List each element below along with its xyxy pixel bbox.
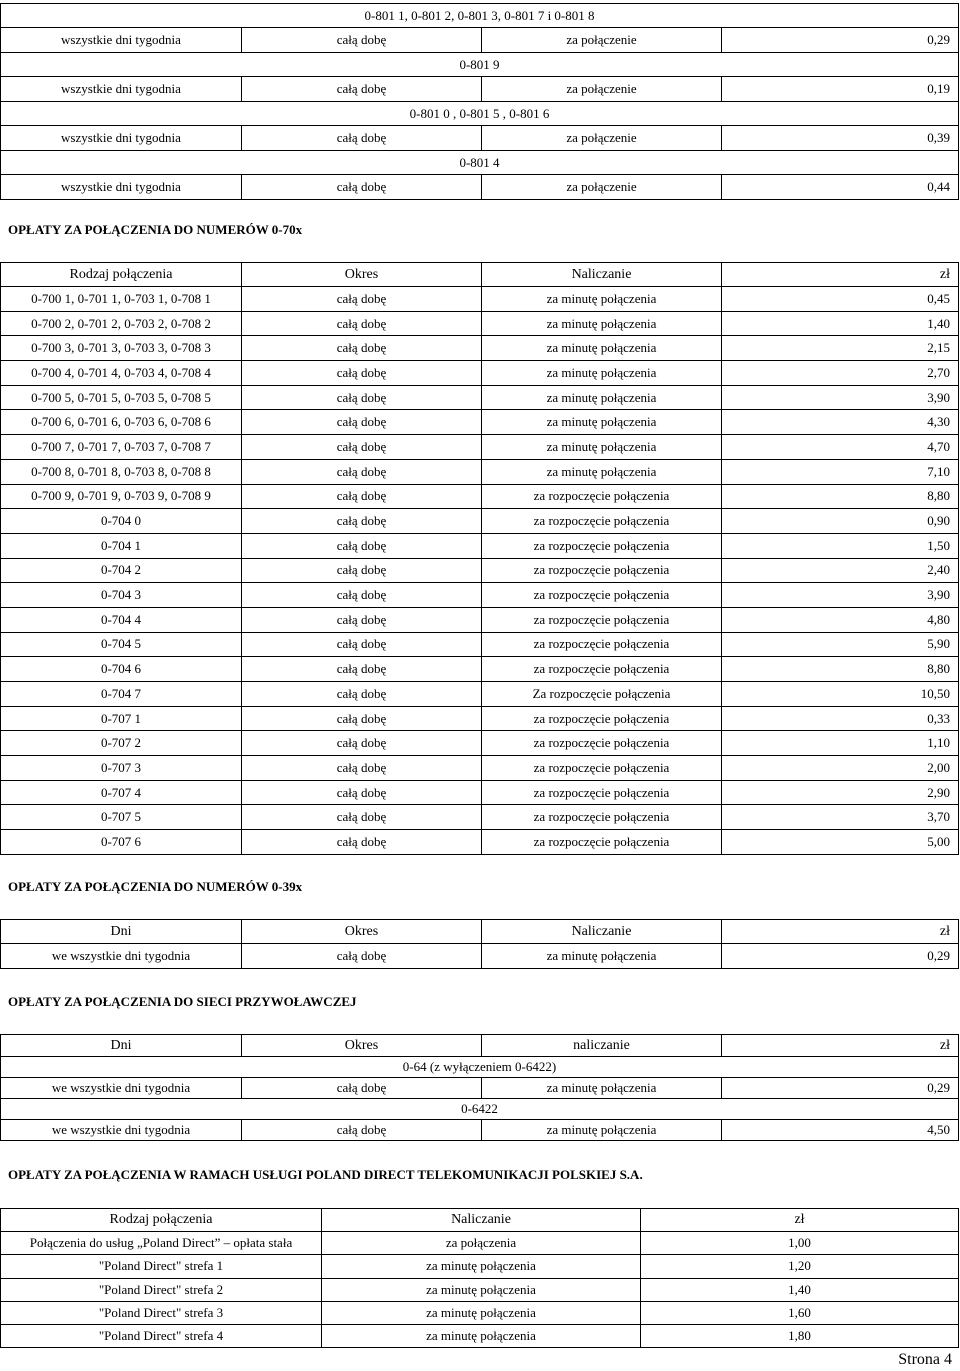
section-title-poland-direct: OPŁATY ZA POŁĄCZENIA W RAMACH USŁUGI POLAND DIRECT TELEKOMUNIKACJI POLSKIEJ S.A.: [8, 1167, 643, 1182]
days-cell: wszystkie dni tygodnia: [1, 175, 242, 200]
period-cell: całą dobę: [242, 509, 482, 534]
billing-cell: za minutę połączenia: [322, 1325, 641, 1348]
period-cell: całą dobę: [242, 175, 482, 200]
price-cell: 0,29: [722, 944, 959, 969]
price-cell: 2,00: [722, 756, 959, 781]
table-row: [1, 28, 959, 53]
price-cell: 1,60: [641, 1301, 959, 1324]
price-cell: 7,10: [722, 459, 959, 484]
section-title-pager: OPŁATY ZA POŁĄCZENIA DO SIECI PRZYWOŁAWCZEJ: [8, 994, 357, 1009]
table-row: [1, 1301, 959, 1324]
period-cell: całą dobę: [242, 311, 482, 336]
column-header: Okres: [242, 1035, 482, 1057]
column-header: Rodzaj połączenia: [1, 1209, 322, 1232]
type-cell: 0-700 2, 0-701 2, 0-703 2, 0-708 2: [1, 311, 242, 336]
period-cell: całą dobę: [242, 706, 482, 731]
group-codes-row: [1, 53, 959, 77]
header-row: [1, 1035, 959, 1057]
billing-cell: za rozpoczęcie połączenia: [482, 583, 722, 608]
price-cell: 0,45: [722, 287, 959, 312]
period-cell: całą dobę: [242, 459, 482, 484]
table-row: [1, 1232, 959, 1255]
price-cell: 2,90: [722, 780, 959, 805]
billing-cell: za połączenia: [322, 1232, 641, 1255]
table-row: [1, 533, 959, 558]
table-pager: [0, 1034, 959, 1141]
column-header: Okres: [242, 263, 482, 287]
price-cell: 4,30: [722, 410, 959, 435]
table-row: [1, 632, 959, 657]
column-header: Okres: [242, 920, 482, 944]
period-cell: całą dobę: [242, 756, 482, 781]
price-cell: 5,00: [722, 830, 959, 855]
table-row: [1, 287, 959, 312]
table-row: [1, 830, 959, 855]
group-codes-row: [1, 102, 959, 126]
price-cell: 3,90: [722, 385, 959, 410]
billing-cell: za minutę połączenia: [482, 385, 722, 410]
header-row: [1, 263, 959, 287]
table-39x: [0, 919, 959, 969]
price-cell: 4,80: [722, 607, 959, 632]
table-70x: [0, 262, 959, 855]
table-row: [1, 1120, 959, 1141]
days-cell: wszystkie dni tygodnia: [1, 28, 242, 53]
table-row: [1, 1325, 959, 1348]
table-row: [1, 706, 959, 731]
type-cell: 0-700 4, 0-701 4, 0-703 4, 0-708 4: [1, 361, 242, 386]
period-cell: całą dobę: [242, 632, 482, 657]
table-row: [1, 657, 959, 682]
billing-cell: za rozpoczęcie połączenia: [482, 509, 722, 534]
table-row: [1, 1255, 959, 1278]
table-row: [1, 126, 959, 151]
billing-cell: za minutę połączenia: [482, 410, 722, 435]
type-cell: 0-700 7, 0-701 7, 0-703 7, 0-708 7: [1, 435, 242, 460]
group-codes-row: [1, 4, 959, 28]
type-cell: "Poland Direct" strefa 4: [1, 1325, 322, 1348]
table-poland-direct: [0, 1208, 959, 1348]
price-cell: 1,20: [641, 1255, 959, 1278]
period-cell: całą dobę: [242, 336, 482, 361]
period-cell: całą dobę: [242, 77, 482, 102]
type-cell: "Poland Direct" strefa 1: [1, 1255, 322, 1278]
days-cell: wszystkie dni tygodnia: [1, 126, 242, 151]
price-cell: 0,33: [722, 706, 959, 731]
billing-cell: za rozpoczęcie połączenia: [482, 607, 722, 632]
group-codes-row: [1, 1099, 959, 1120]
period-cell: całą dobę: [242, 28, 482, 53]
table-row: [1, 175, 959, 200]
number-group: 0-801 0 , 0-801 5 , 0-801 6: [1, 102, 959, 126]
column-header: zł: [722, 263, 959, 287]
period-cell: całą dobę: [242, 533, 482, 558]
billing-cell: za połączenie: [482, 77, 722, 102]
billing-cell: za minutę połączenia: [322, 1255, 641, 1278]
type-cell: 0-707 3: [1, 756, 242, 781]
number-group: 0-64 (z wyłączeniem 0-6422): [1, 1057, 959, 1078]
billing-cell: za rozpoczęcie połączenia: [482, 756, 722, 781]
price-cell: 1,40: [722, 311, 959, 336]
table-row: [1, 780, 959, 805]
table-row: [1, 509, 959, 534]
table-row: [1, 583, 959, 608]
billing-cell: Za rozpoczęcie połączenia: [482, 682, 722, 707]
table-row: [1, 385, 959, 410]
table-row: [1, 77, 959, 102]
type-cell: 0-704 3: [1, 583, 242, 608]
column-header: zł: [722, 920, 959, 944]
section-title-39x: OPŁATY ZA POŁĄCZENIA DO NUMERÓW 0-39x: [8, 879, 303, 894]
period-cell: całą dobę: [242, 1078, 482, 1099]
price-cell: 2,15: [722, 336, 959, 361]
table-row: [1, 944, 959, 969]
price-cell: 0,29: [722, 1078, 959, 1099]
price-cell: 8,80: [722, 484, 959, 509]
table-row: [1, 484, 959, 509]
group-codes-row: [1, 1057, 959, 1078]
period-cell: całą dobę: [242, 583, 482, 608]
table-row: [1, 459, 959, 484]
billing-cell: za minutę połączenia: [482, 336, 722, 361]
number-group: 0-801 4: [1, 151, 959, 175]
table-row: [1, 410, 959, 435]
table-row: [1, 435, 959, 460]
type-cell: 0-704 6: [1, 657, 242, 682]
number-group: 0-801 9: [1, 53, 959, 77]
column-header: Naliczanie: [322, 1209, 641, 1232]
billing-cell: za rozpoczęcie połączenia: [482, 632, 722, 657]
number-group: 0-6422: [1, 1099, 959, 1120]
type-cell: 0-704 1: [1, 533, 242, 558]
type-cell: 0-700 6, 0-701 6, 0-703 6, 0-708 6: [1, 410, 242, 435]
billing-cell: za rozpoczęcie połączenia: [482, 780, 722, 805]
days-cell: we wszystkie dni tygodnia: [1, 1120, 242, 1141]
column-header: Rodzaj połączenia: [1, 263, 242, 287]
billing-cell: za rozpoczęcie połączenia: [482, 731, 722, 756]
table-row: [1, 607, 959, 632]
column-header: Naliczanie: [482, 920, 722, 944]
table-row: [1, 756, 959, 781]
period-cell: całą dobę: [242, 385, 482, 410]
type-cell: we wszystkie dni tygodnia: [1, 944, 242, 969]
price-cell: 0,29: [722, 28, 959, 53]
number-group: 0-801 1, 0-801 2, 0-801 3, 0-801 7 i 0-801 8: [1, 4, 959, 28]
price-cell: 4,50: [722, 1120, 959, 1141]
page-number: Strona 4: [898, 1351, 952, 1368]
table-row: [1, 558, 959, 583]
column-header: Naliczanie: [482, 263, 722, 287]
table-row: [1, 805, 959, 830]
section-title-70x: OPŁATY ZA POŁĄCZENIA DO NUMERÓW 0-70x: [8, 222, 303, 237]
billing-cell: za minutę połączenia: [482, 459, 722, 484]
price-cell: 1,40: [641, 1278, 959, 1301]
price-cell: 0,90: [722, 509, 959, 534]
column-header: zł: [641, 1209, 959, 1232]
table-row: [1, 682, 959, 707]
header-row: [1, 920, 959, 944]
type-cell: "Poland Direct" strefa 3: [1, 1301, 322, 1324]
billing-cell: za rozpoczęcie połączenia: [482, 657, 722, 682]
table-row: [1, 336, 959, 361]
price-cell: 3,90: [722, 583, 959, 608]
price-cell: 2,40: [722, 558, 959, 583]
billing-cell: za rozpoczęcie połączenia: [482, 830, 722, 855]
table-row: [1, 1278, 959, 1301]
type-cell: Połączenia do usług „Poland Direct” – opłata stała: [1, 1232, 322, 1255]
type-cell: 0-704 5: [1, 632, 242, 657]
billing-cell: za minutę połączenia: [322, 1301, 641, 1324]
column-header: zł: [722, 1035, 959, 1057]
period-cell: całą dobę: [242, 731, 482, 756]
type-cell: 0-707 5: [1, 805, 242, 830]
type-cell: "Poland Direct" strefa 2: [1, 1278, 322, 1301]
type-cell: 0-707 4: [1, 780, 242, 805]
table-row: [1, 311, 959, 336]
billing-cell: za minutę połączenia: [482, 435, 722, 460]
header-row: [1, 1209, 959, 1232]
billing-cell: za minutę połączenia: [322, 1278, 641, 1301]
price-cell: 1,50: [722, 533, 959, 558]
billing-cell: za połączenie: [482, 28, 722, 53]
period-cell: całą dobę: [242, 484, 482, 509]
period-cell: całą dobę: [242, 657, 482, 682]
type-cell: 0-704 0: [1, 509, 242, 534]
price-cell: 0,19: [722, 77, 959, 102]
type-cell: 0-700 8, 0-701 8, 0-703 8, 0-708 8: [1, 459, 242, 484]
days-cell: wszystkie dni tygodnia: [1, 77, 242, 102]
period-cell: całą dobę: [242, 682, 482, 707]
billing-cell: za minutę połączenia: [482, 944, 722, 969]
period-cell: całą dobę: [242, 830, 482, 855]
period-cell: całą dobę: [242, 607, 482, 632]
type-cell: 0-704 4: [1, 607, 242, 632]
group-codes-row: [1, 151, 959, 175]
table-row: [1, 361, 959, 386]
price-cell: 4,70: [722, 435, 959, 460]
period-cell: całą dobę: [242, 805, 482, 830]
price-cell: 3,70: [722, 805, 959, 830]
price-cell: 8,80: [722, 657, 959, 682]
type-cell: 0-707 6: [1, 830, 242, 855]
period-cell: całą dobę: [242, 126, 482, 151]
billing-cell: za minutę połączenia: [482, 287, 722, 312]
period-cell: całą dobę: [242, 361, 482, 386]
billing-cell: za minutę połączenia: [482, 1120, 722, 1141]
type-cell: 0-700 5, 0-701 5, 0-703 5, 0-708 5: [1, 385, 242, 410]
days-cell: we wszystkie dni tygodnia: [1, 1078, 242, 1099]
billing-cell: za minutę połączenia: [482, 1078, 722, 1099]
billing-cell: za rozpoczęcie połączenia: [482, 706, 722, 731]
price-cell: 1,00: [641, 1232, 959, 1255]
billing-cell: za minutę połączenia: [482, 361, 722, 386]
billing-cell: za rozpoczęcie połączenia: [482, 533, 722, 558]
column-header: Dni: [1, 920, 242, 944]
period-cell: całą dobę: [242, 944, 482, 969]
period-cell: całą dobę: [242, 287, 482, 312]
billing-cell: za rozpoczęcie połączenia: [482, 805, 722, 830]
type-cell: 0-704 2: [1, 558, 242, 583]
period-cell: całą dobę: [242, 558, 482, 583]
price-cell: 10,50: [722, 682, 959, 707]
billing-cell: za rozpoczęcie połączenia: [482, 484, 722, 509]
billing-cell: za rozpoczęcie połączenia: [482, 558, 722, 583]
table-row: [1, 1078, 959, 1099]
period-cell: całą dobę: [242, 780, 482, 805]
period-cell: całą dobę: [242, 435, 482, 460]
type-cell: 0-700 3, 0-701 3, 0-703 3, 0-708 3: [1, 336, 242, 361]
table-row: [1, 731, 959, 756]
type-cell: 0-700 1, 0-701 1, 0-703 1, 0-708 1: [1, 287, 242, 312]
period-cell: całą dobę: [242, 1120, 482, 1141]
price-cell: 0,39: [722, 126, 959, 151]
column-header: Dni: [1, 1035, 242, 1057]
type-cell: 0-707 1: [1, 706, 242, 731]
price-cell: 1,10: [722, 731, 959, 756]
price-cell: 0,44: [722, 175, 959, 200]
type-cell: 0-707 2: [1, 731, 242, 756]
period-cell: całą dobę: [242, 410, 482, 435]
billing-cell: za połączenie: [482, 175, 722, 200]
price-cell: 5,90: [722, 632, 959, 657]
price-cell: 2,70: [722, 361, 959, 386]
billing-cell: za połączenie: [482, 126, 722, 151]
billing-cell: za minutę połączenia: [482, 311, 722, 336]
column-header: naliczanie: [482, 1035, 722, 1057]
type-cell: 0-700 9, 0-701 9, 0-703 9, 0-708 9: [1, 484, 242, 509]
price-cell: 1,80: [641, 1325, 959, 1348]
type-cell: 0-704 7: [1, 682, 242, 707]
table-801: [0, 3, 959, 200]
